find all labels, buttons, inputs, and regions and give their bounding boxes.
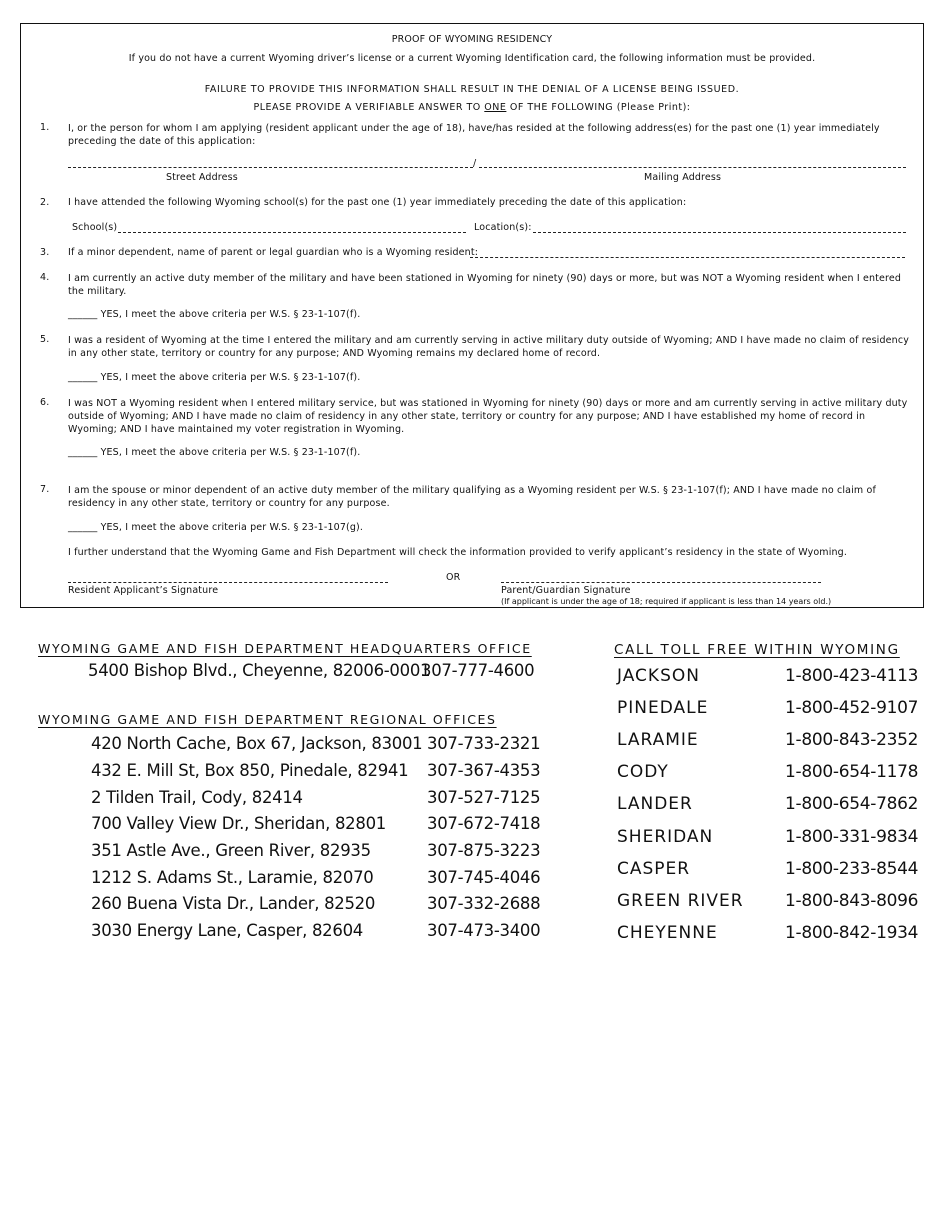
regional-office-address: 351 Astle Ave., Green River, 82935 <box>91 841 371 860</box>
form-instruction: PLEASE PROVIDE A VERIFIABLE ANSWER TO ONE OF THE FOLLOWING (Please Print): <box>253 102 691 113</box>
regional-office-phone: 307-527-7125 <box>427 788 541 807</box>
item-number: 7. <box>40 484 50 495</box>
regional-office-address: 700 Valley View Dr., Sheridan, 82801 <box>91 814 386 833</box>
tollfree-phone: 1-800-843-2352 <box>785 730 919 750</box>
tollfree-phone: 1-800-452-9107 <box>785 698 919 718</box>
item-number: 2. <box>40 197 50 208</box>
tollfree-phone: 1-800-843-8096 <box>785 891 919 911</box>
regional-office-phone: 307-875-3223 <box>427 841 541 860</box>
regional-office-phone: 307-367-4353 <box>427 761 541 780</box>
resident-signature-field[interactable] <box>68 582 388 583</box>
regional-office-address: 1212 S. Adams St., Laramie, 82070 <box>91 868 374 887</box>
regional-office-address: 260 Buena Vista Dr., Lander, 82520 <box>91 894 376 913</box>
tollfree-city: LANDER <box>617 794 693 814</box>
form-intro: If you do not have a current Wyoming driver’s license or a current Wyoming Identification card, the following information must be provided. <box>128 53 816 64</box>
regional-office-phone: 307-745-4046 <box>427 868 541 887</box>
item-3-text: If a minor dependent, name of parent or legal guardian who is a Wyoming resident: <box>68 247 479 258</box>
tollfree-phone: 1-800-233-8544 <box>785 859 919 879</box>
hq-heading: WYOMING GAME AND FISH DEPARTMENT HEADQUARTERS OFFICE <box>38 641 532 656</box>
parent-signature-field[interactable] <box>501 582 821 583</box>
item-number: 4. <box>40 272 50 283</box>
hq-phone: 307-777-4600 <box>421 661 535 680</box>
item-number: 6. <box>40 397 50 408</box>
mailing-address-field[interactable] <box>479 167 906 168</box>
tollfree-city: PINEDALE <box>617 698 709 718</box>
location-label: Location(s): <box>474 222 532 233</box>
hq-address: 5400 Bishop Blvd., Cheyenne, 82006-0001 <box>88 661 431 680</box>
item-6-yes-line[interactable]: ______ YES, I meet the above criteria per W.S. § 23-1-107(f). <box>68 447 361 458</box>
parent-signature-note: (If applicant is under the age of 18; required if applicant is less than 14 years old.) <box>501 597 832 606</box>
item-number: 5. <box>40 334 50 345</box>
item-4-text: I am currently an active duty member of the military and have been stationed in Wyoming for ninety (90) days or more, but was NOT a Wyoming resident when I entered the military. <box>68 273 902 297</box>
tollfree-phone: 1-800-654-7862 <box>785 794 919 814</box>
item-7-text: I am the spouse or minor dependent of an active duty member of the military qualifying as a Wyoming resident per W.S. § 23-1-107(f); AND I have made no claim of residency in any other state, territory or country for any purpose. <box>68 485 876 509</box>
tollfree-city: GREEN RIVER <box>617 891 744 911</box>
mailing-address-label: Mailing Address <box>644 172 722 183</box>
tollfree-city: JACKSON <box>617 666 700 686</box>
tollfree-city: SHERIDAN <box>617 827 714 847</box>
tollfree-city: CASPER <box>617 859 691 879</box>
school-field[interactable] <box>118 232 466 233</box>
regional-office-address: 2 Tilden Trail, Cody, 82414 <box>91 788 303 807</box>
tollfree-phone: 1-800-654-1178 <box>785 762 919 782</box>
tollfree-heading: CALL TOLL FREE WITHIN WYOMING <box>614 642 900 658</box>
address-separator: / <box>473 158 477 169</box>
tollfree-phone: 1-800-842-1934 <box>785 923 919 943</box>
item-5-text: I was a resident of Wyoming at the time I entered the military and am currently serving in active military duty outside of Wyoming; AND I have made no claim of residency in any other state, territory or country for any purpose; AND Wyoming remains my declared home of record. <box>68 335 909 359</box>
regional-office-phone: 307-332-2688 <box>427 894 541 913</box>
guardian-name-field[interactable] <box>470 257 905 258</box>
verify-statement: I further understand that the Wyoming Game and Fish Department will check the information provided to verify applicant’s residency in the state of Wyoming. <box>68 547 848 558</box>
tollfree-city: CHEYENNE <box>617 923 718 943</box>
school-label: School(s) <box>72 222 118 233</box>
tollfree-city: CODY <box>617 762 669 782</box>
tollfree-phone: 1-800-331-9834 <box>785 827 919 847</box>
regional-office-address: 432 E. Mill St, Box 850, Pinedale, 82941 <box>91 761 409 780</box>
item-number: 3. <box>40 247 50 258</box>
item-5-yes-line[interactable]: ______ YES, I meet the above criteria per W.S. § 23-1-107(f). <box>68 372 361 383</box>
item-6-text: I was NOT a Wyoming resident when I entered military service, but was stationed in Wyoming for ninety (90) days or more and am currently serving in active military duty outside of Wyoming; AND I have made no claim of residency in any other state, territory or country for any purpose; AND I have established my home of record in Wyoming; AND I have maintained my voter registration in Wyoming. <box>68 398 908 435</box>
item-number: 1. <box>40 122 50 133</box>
or-label: OR <box>446 572 461 583</box>
parent-signature-label: Parent/Guardian Signature <box>501 585 631 596</box>
regional-office-address: 3030 Energy Lane, Casper, 82604 <box>91 921 363 940</box>
regional-office-address: 420 North Cache, Box 67, Jackson, 83001 <box>91 734 423 753</box>
regional-office-phone: 307-672-7418 <box>427 814 541 833</box>
resident-signature-label: Resident Applicant’s Signature <box>68 585 219 596</box>
form-title: PROOF OF WYOMING RESIDENCY <box>391 34 553 45</box>
regional-office-phone: 307-473-3400 <box>427 921 541 940</box>
regional-heading: WYOMING GAME AND FISH DEPARTMENT REGIONAL OFFICES <box>38 712 497 727</box>
street-address-label: Street Address <box>166 172 238 183</box>
item-1-text: I, or the person for whom I am applying (resident applicant under the age of 18), have/has resided at the following address(es) for the past one (1) year immediately preceding the date of this application: <box>68 123 880 147</box>
item-7-yes-line[interactable]: ______ YES, I meet the above criteria per W.S. § 23-1-107(g). <box>68 522 364 533</box>
regional-office-phone: 307-733-2321 <box>427 734 541 753</box>
location-field[interactable] <box>533 232 906 233</box>
item-4-yes-line[interactable]: ______ YES, I meet the above criteria per W.S. § 23-1-107(f). <box>68 309 361 320</box>
tollfree-phone: 1-800-423-4113 <box>785 666 919 686</box>
tollfree-city: LARAMIE <box>617 730 699 750</box>
form-warning: FAILURE TO PROVIDE THIS INFORMATION SHALL RESULT IN THE DENIAL OF A LICENSE BEING ISSUED. <box>204 84 740 95</box>
street-address-field[interactable] <box>68 167 473 168</box>
item-2-text: I have attended the following Wyoming school(s) for the past one (1) year immediately preceding the date of this application: <box>68 197 687 208</box>
